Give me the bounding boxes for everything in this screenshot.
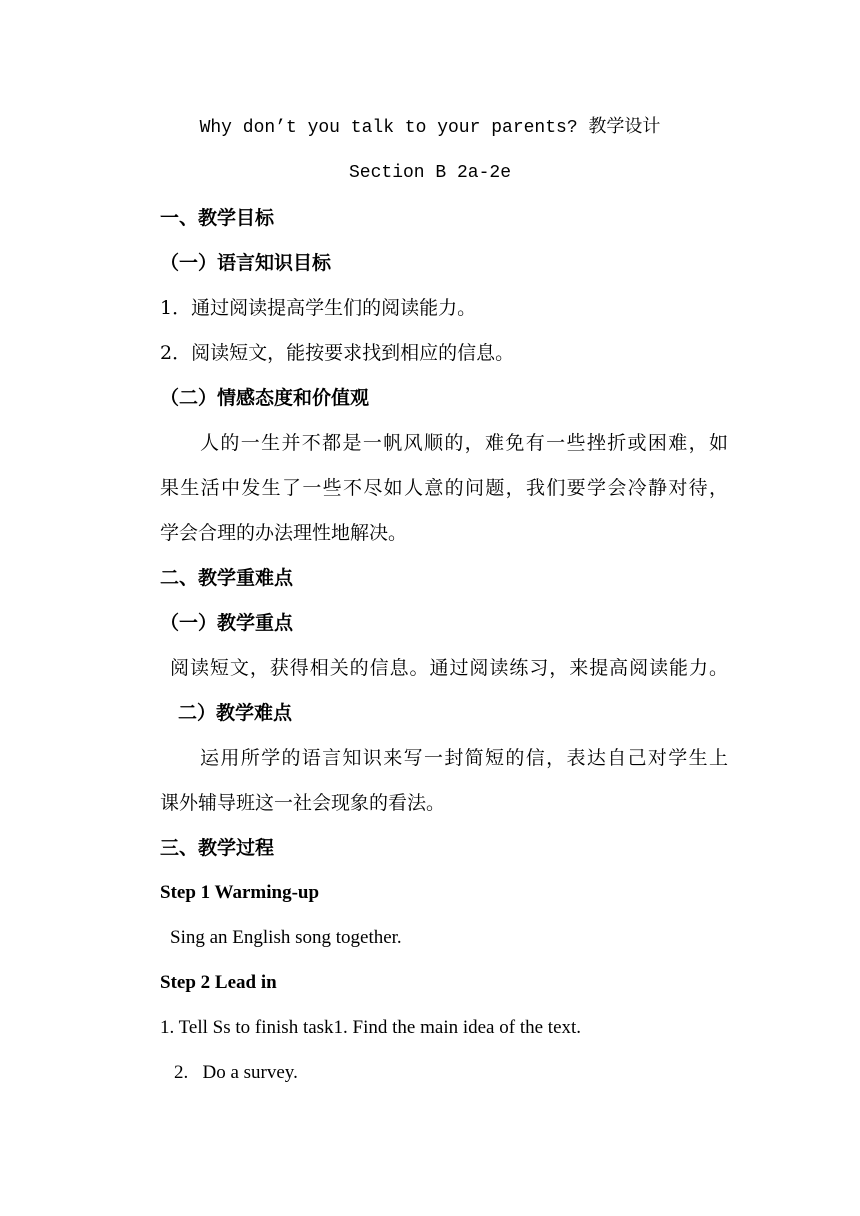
heading-objectives: 一、教学目标 (160, 207, 275, 229)
step-2-item-2: 2. Do a survey. (174, 1062, 298, 1083)
subheading-difficult-points: 二）教学难点 (178, 702, 293, 724)
attitude-paragraph-line-3: 学会合理的办法理性地解决。 (160, 522, 408, 544)
step-2-heading: Step 2 Lead in (160, 972, 277, 993)
step-2-item-1: 1. Tell Ss to finish task1. Find the main idea of the text. (160, 1017, 582, 1038)
document-title: Why don’t you talk to your parents? 教学设计 (199, 118, 661, 138)
subheading-attitude-values: （二）情感态度和价值观 (160, 387, 370, 409)
attitude-paragraph-line-1: 人的一生并不都是一帆风顺的，难免有一些挫折或困难，如 (200, 432, 728, 454)
heading-key-difficult-points: 二、教学重难点 (160, 567, 294, 589)
heading-teaching-process: 三、教学过程 (160, 837, 275, 859)
goal-item-1: 1．通过阅读提高学生们的阅读能力。 (160, 297, 477, 319)
subheading-key-points: （一）教学重点 (160, 612, 294, 634)
attitude-paragraph-line-2: 果生活中发生了一些不尽如人意的问题，我们要学会冷静对待， (160, 477, 728, 499)
subheading-language-goals: （一）语言知识目标 (160, 252, 332, 274)
document-subtitle: Section B 2a-2e (348, 163, 512, 183)
key-points-text: 阅读短文，获得相关的信息。通过阅读练习，来提高阅读能力。 (170, 657, 728, 679)
goal-item-2: 2．阅读短文，能按要求找到相应的信息。 (160, 342, 515, 364)
difficult-points-line-2: 课外辅导班这一社会现象的看法。 (160, 792, 446, 814)
difficult-points-line-1: 运用所学的语言知识来写一封简短的信，表达自己对学生上 (200, 747, 728, 769)
step-1-heading: Step 1 Warming-up (160, 882, 320, 903)
step-1-text: Sing an English song together. (170, 927, 402, 948)
